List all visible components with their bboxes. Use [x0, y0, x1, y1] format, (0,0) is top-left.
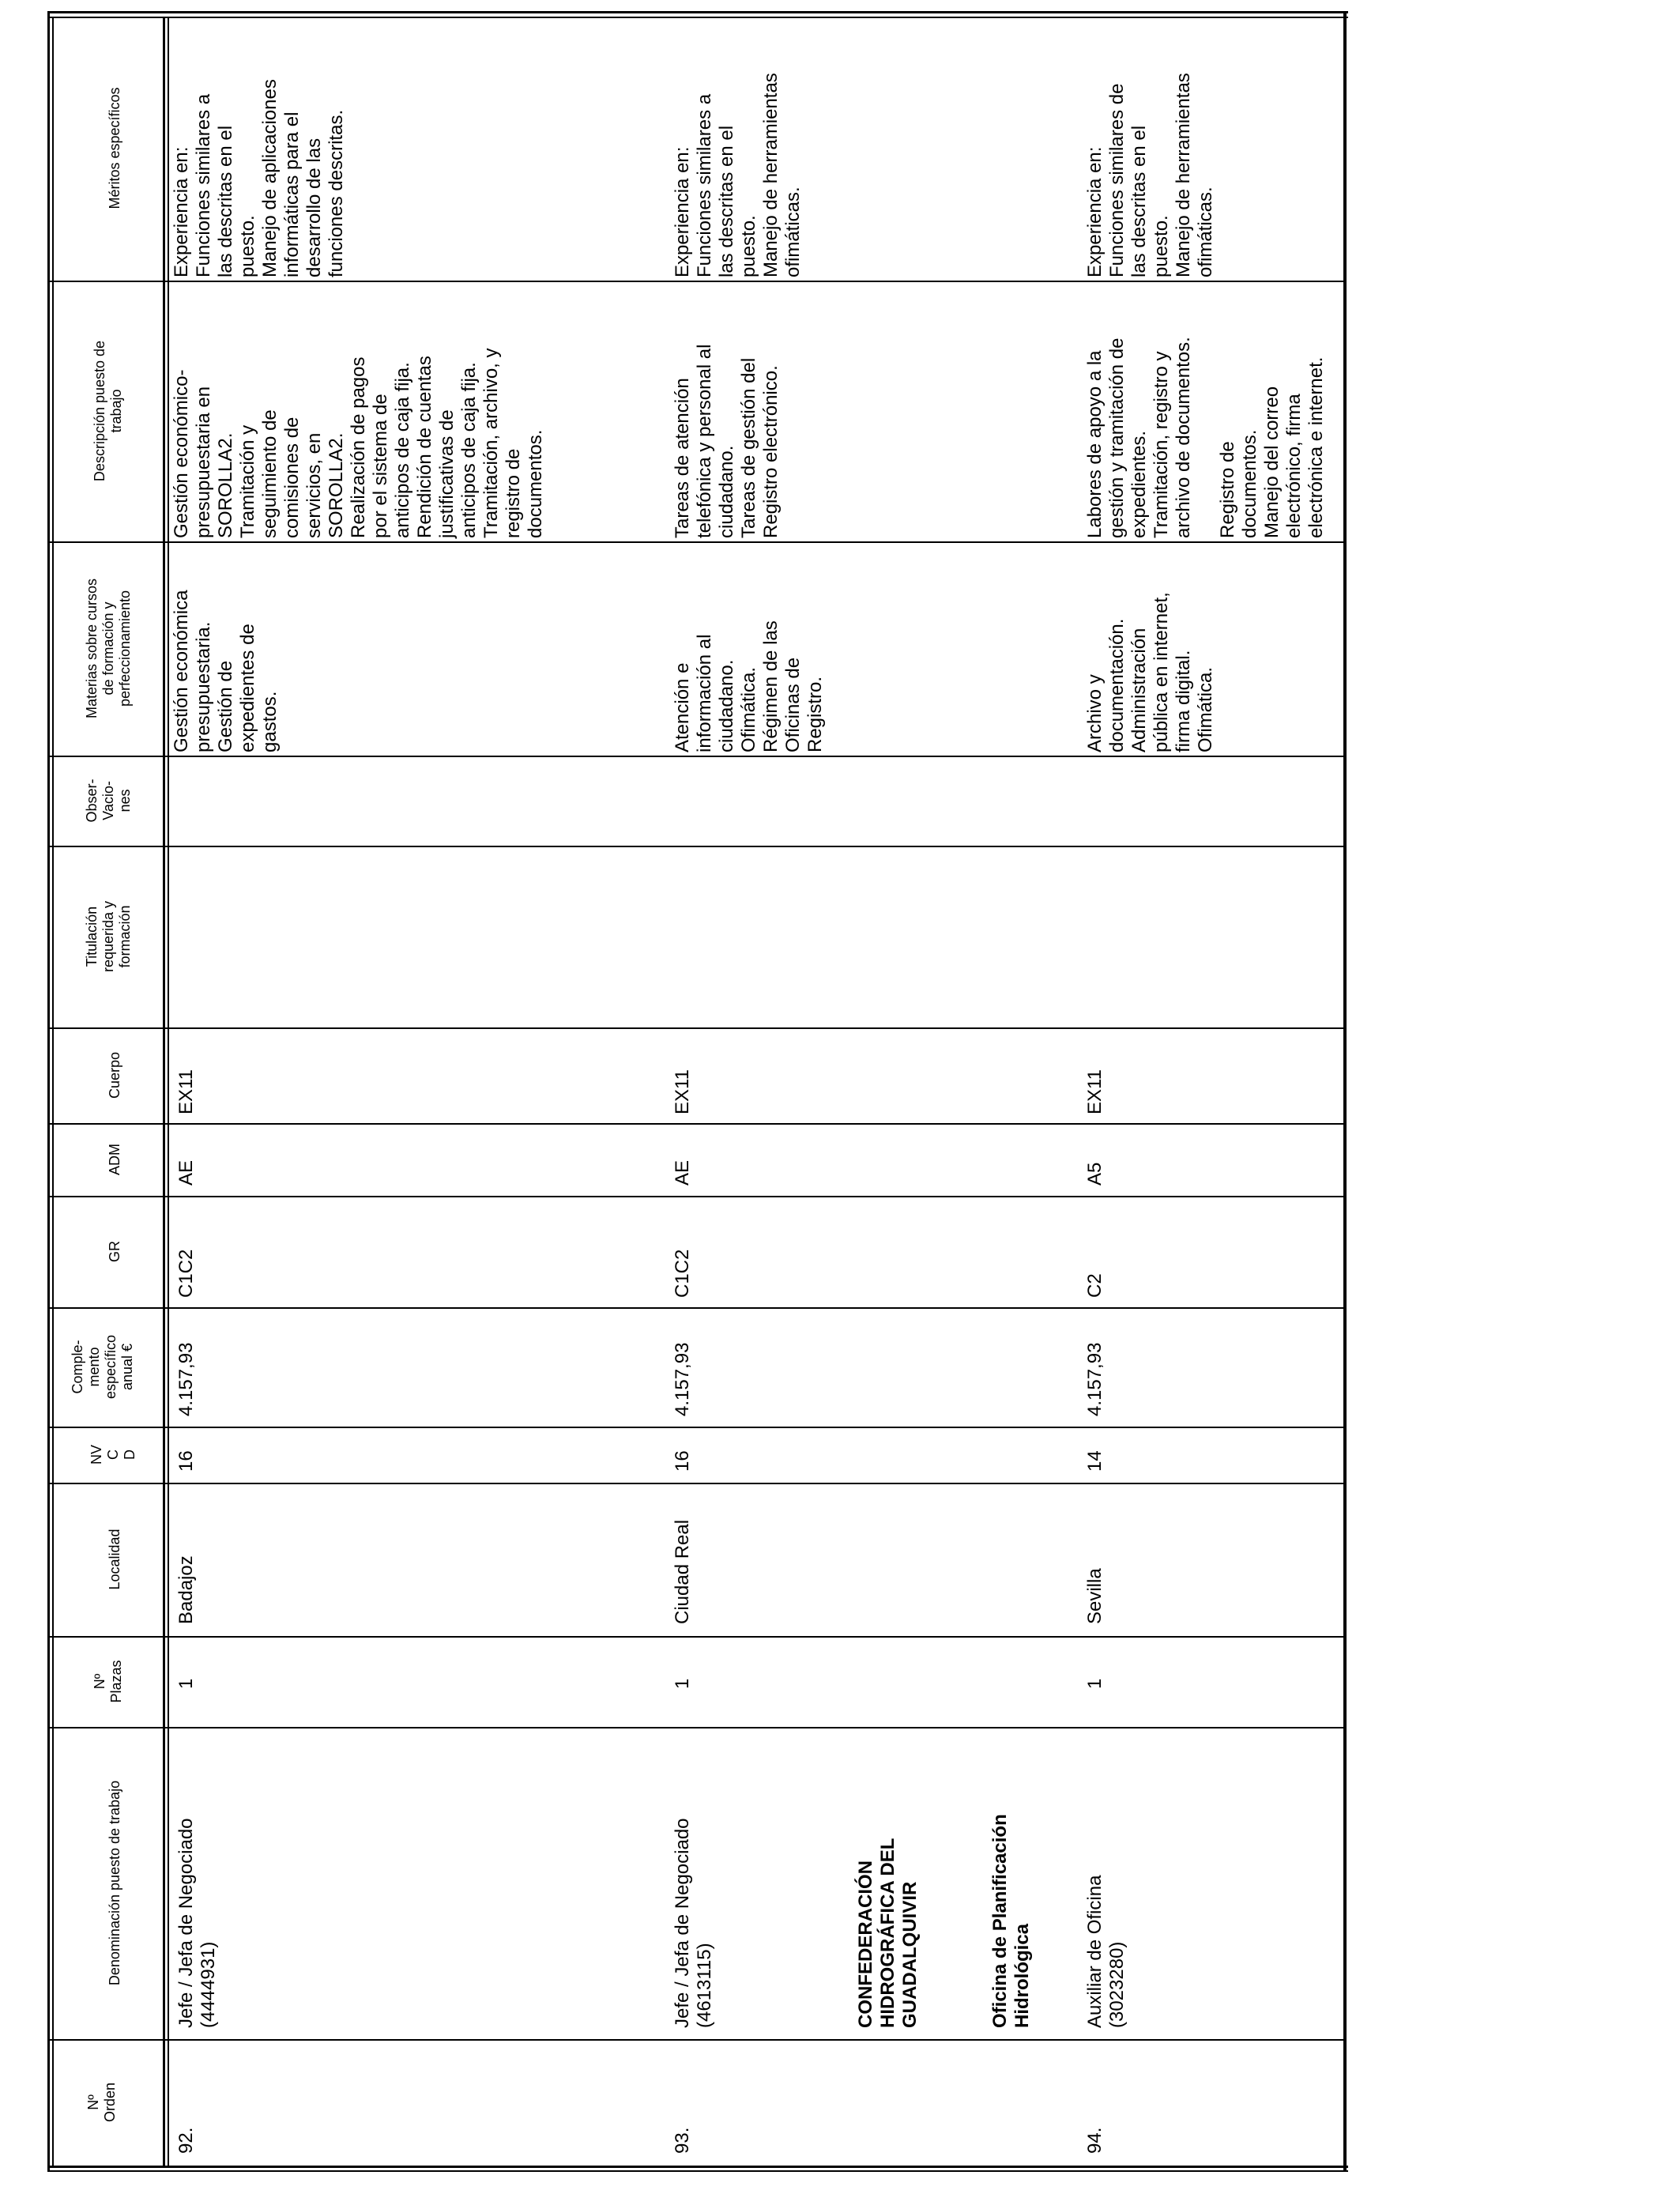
- row-descripcion: Tareas de atención telefónica y personal al ciudadano. Tareas de gestión del Registro electrónico.: [672, 344, 782, 538]
- row-nvcd: 16: [672, 1450, 693, 1472]
- header-adm: ADM: [107, 1144, 122, 1175]
- header-meritos: Méritos específicos: [107, 87, 122, 209]
- header-materias: Materias sobre cursos de formación y perfeccionamiento: [84, 578, 133, 719]
- row-nvcd: 14: [1084, 1450, 1106, 1472]
- row-orden: 92.: [175, 2127, 197, 2154]
- section-title-oficina: Oficina de Planificación Hidrológica: [989, 1814, 1033, 2028]
- header-denominacion: Denominación puesto de trabajo: [107, 1780, 122, 1986]
- row-adm: A5: [1084, 1162, 1106, 1186]
- row-plazas: 1: [175, 1678, 197, 1689]
- row-complemento: 4.157,93: [672, 1342, 693, 1416]
- row-plazas: 1: [1084, 1678, 1106, 1689]
- row-adm: AE: [672, 1159, 693, 1186]
- row-materias: Atención e información al ciudadano. Ofimática. Régimen de las Oficinas de Registro.: [672, 620, 826, 752]
- row-meritos: Experiencia en: Funciones similares a las descritas en el puesto. Manejo de aplicaciones informáticas para el desarrollo de las funciones descritas.: [171, 79, 347, 277]
- header-orden: Nº Orden: [85, 2082, 118, 2123]
- header-observaciones: Obser- Vacio- nes: [84, 778, 133, 823]
- row-gr: C2: [1084, 1273, 1106, 1298]
- row-materias: Archivo y documentación. Administración pública en internet, firma digital. Ofimática.: [1084, 592, 1216, 752]
- row-meritos: Experiencia en: Funciones similares a las descritas en el puesto. Manejo de herramientas ofimáticas.: [672, 73, 804, 277]
- row-descripcion: Gestión económico- presupuestaria en SOROLLA2. Tramitación y seguimiento de comisiones de servicios, en SOROLLA2. Realización de pagos por el sistema de anticipos de caja fija. Rendición de cuentas justificativas de anticipos de caja fija. Tramitación, archivo, y registro de documentos.: [171, 348, 546, 538]
- header-cuerpo: Cuerpo: [107, 1051, 122, 1099]
- row-descripcion: Labores de apoyo a la gestión y tramitación de expedientes. Tramitación, registro y archivo de documentos. Registro de documentos. Manejo del correo electrónico, firma electrónica e internet.: [1084, 337, 1327, 538]
- row-localidad: Ciudad Real: [672, 1519, 693, 1624]
- header-localidad: Localidad: [107, 1529, 122, 1590]
- row-denominacion: Auxiliar de Oficina (3023280): [1084, 1875, 1128, 2028]
- header-nvcd: NV C D: [89, 1445, 137, 1465]
- header-descripcion: Descripción puesto de trabajo: [92, 340, 124, 482]
- row-gr: C1C2: [672, 1249, 693, 1298]
- header-gr: GR: [107, 1241, 122, 1262]
- row-complemento: 4.157,93: [175, 1342, 197, 1416]
- row-plazas: 1: [672, 1678, 693, 1689]
- row-adm: AE: [175, 1159, 197, 1186]
- row-cuerpo: EX11: [1084, 1069, 1106, 1114]
- row-localidad: Badajoz: [175, 1555, 197, 1624]
- section-title-confederacion: CONFEDERACIÓN HIDROGRÁFICA DEL GUADALQUIVIR: [855, 1838, 921, 2028]
- row-gr: C1C2: [175, 1249, 197, 1298]
- row-orden: 93.: [672, 2127, 693, 2154]
- row-complemento: 4.157,93: [1084, 1342, 1106, 1416]
- header-plazas: Nº Plazas: [92, 1660, 124, 1703]
- row-meritos: Experiencia en: Funciones similares de las descritas en el puesto. Manejo de herramientas ofimáticas.: [1084, 73, 1216, 277]
- header-complemento: Comple- mento específico anual €: [70, 1334, 135, 1400]
- header-titulacion: Titulación requerida y formación: [84, 900, 133, 973]
- row-nvcd: 16: [175, 1450, 197, 1472]
- row-orden: 94.: [1084, 2127, 1106, 2154]
- row-cuerpo: EX11: [175, 1069, 197, 1114]
- row-denominacion: Jefe / Jefa de Negociado (4613115): [672, 1818, 715, 2028]
- row-localidad: Sevilla: [1084, 1568, 1106, 1624]
- row-denominacion: Jefe / Jefa de Negociado (4444931): [175, 1818, 219, 2028]
- row-materias: Gestión económica presupuestaria. Gestión de expedientes de gastos.: [171, 590, 281, 752]
- row-cuerpo: EX11: [672, 1069, 693, 1114]
